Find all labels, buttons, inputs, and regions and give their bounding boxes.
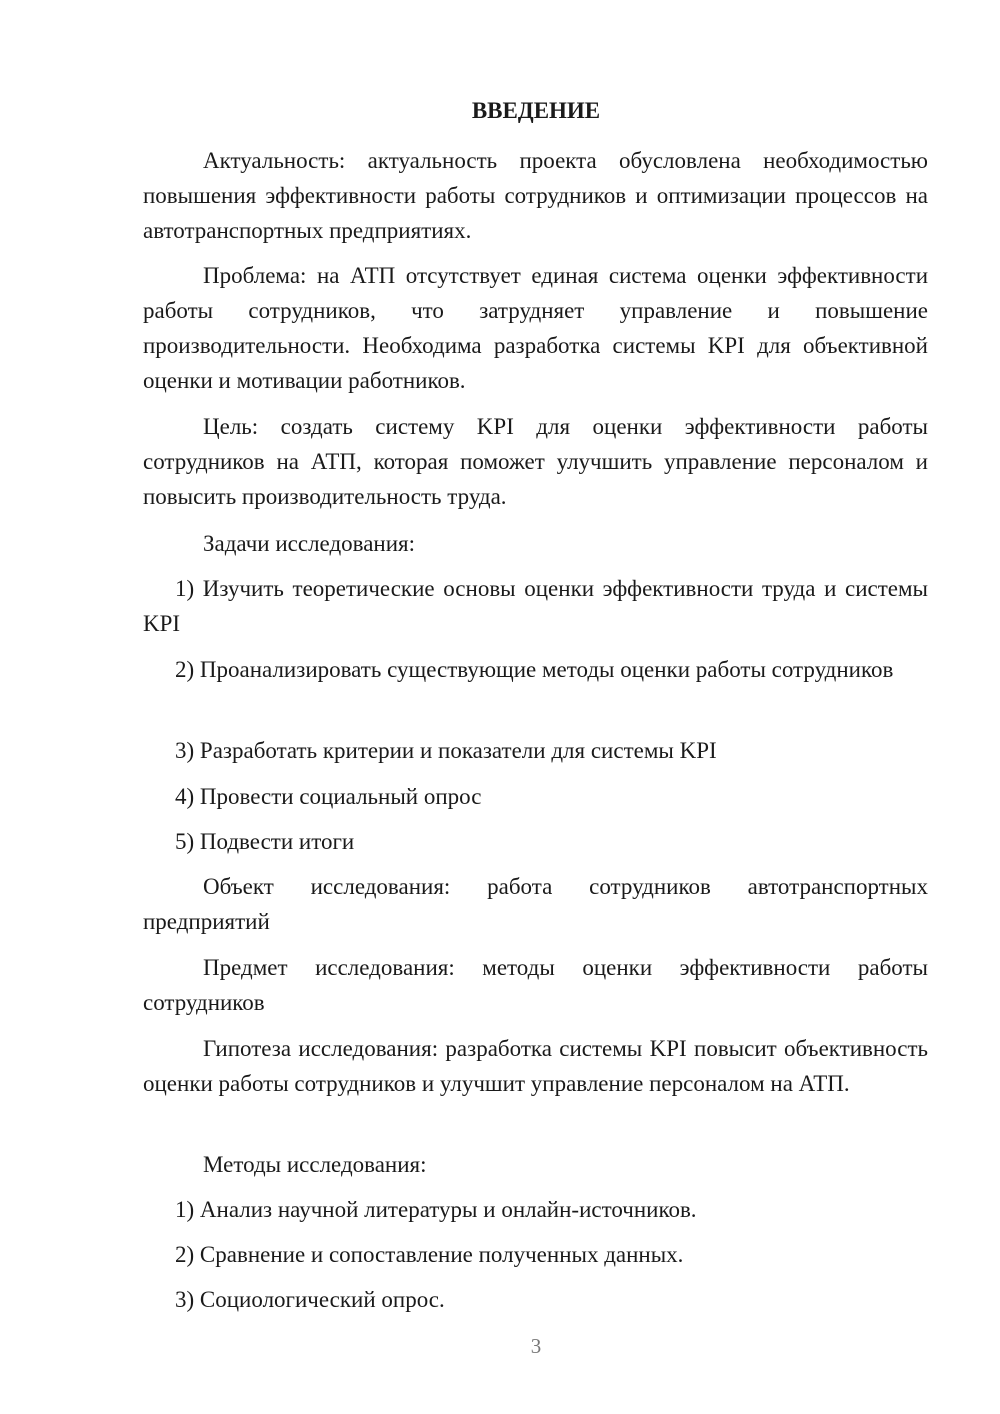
- tasks-heading: Задачи исследования:: [203, 531, 416, 556]
- relevance-paragraph: Актуальность: актуальность проекта обусловлена необходимостью повышения эффективности работы сотрудников и оптимизации процессов на автотранспортных предприятиях.: [143, 148, 928, 243]
- method-item: 3) Социологический опрос.: [175, 1287, 445, 1312]
- goal-paragraph: Цель: создать систему KPI для оценки эффективности работы сотрудников на АТП, которая поможет улучшить управление персоналом и повысить производительность труда.: [143, 414, 928, 509]
- task-item: 3) Разработать критерии и показатели для системы KPI: [175, 738, 717, 763]
- page-number: 3: [530, 1334, 542, 1358]
- task-item: 1) Изучить теоретические основы оценки эффективности труда и системы KPI: [143, 576, 928, 636]
- task-item: 4) Провести социальный опрос: [175, 784, 482, 809]
- page-title: ВВЕДЕНИЕ: [471, 98, 601, 123]
- task-item: 2) Проанализировать существующие методы оценки работы сотрудников: [175, 657, 894, 682]
- problem-paragraph: Проблема: на АТП отсутствует единая система оценки эффективности работы сотрудников, что затрудняет управление и повышение производительности. Необходима разработка системы KPI для объективной оценки и мотивации работников.: [143, 263, 928, 393]
- hypothesis-paragraph: Гипотеза исследования: разработка системы KPI повысит объективность оценки работы сотрудников и улучшит управление персоналом на АТП.: [143, 1036, 928, 1096]
- methods-heading: Методы исследования:: [203, 1152, 427, 1177]
- subject-paragraph: Предмет исследования: методы оценки эффективности работы сотрудников: [143, 955, 928, 1015]
- object-paragraph: Объект исследования: работа сотрудников автотранспортных предприятий: [143, 874, 928, 934]
- task-item: 5) Подвести итоги: [175, 829, 355, 854]
- method-item: 1) Анализ научной литературы и онлайн-источников.: [175, 1197, 697, 1222]
- method-item: 2) Сравнение и сопоставление полученных данных.: [175, 1242, 684, 1267]
